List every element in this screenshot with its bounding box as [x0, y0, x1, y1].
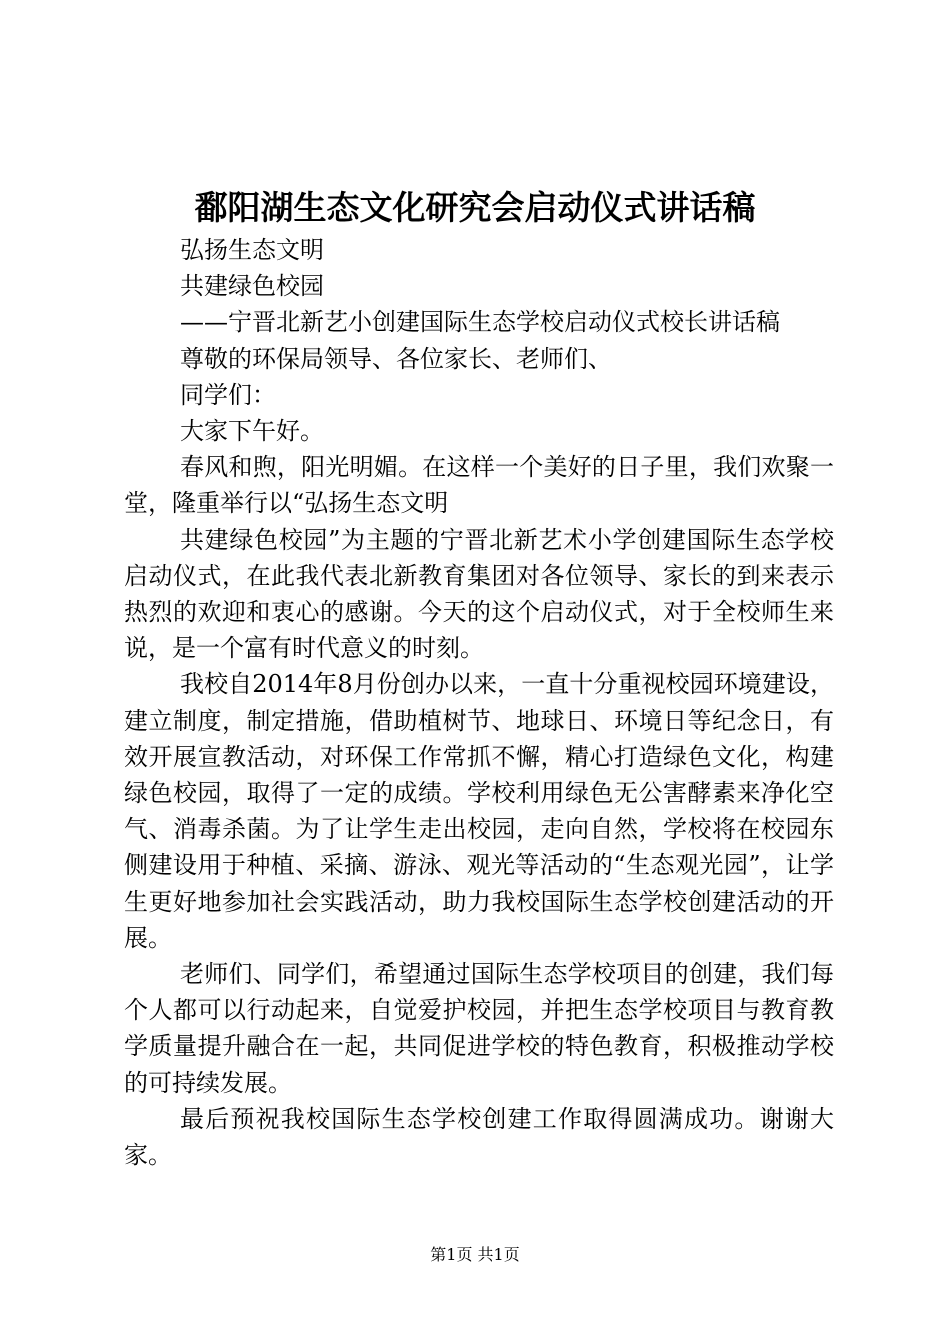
paragraph-welcome: 共建绿色校园”为主题的宁晋北新艺术小学创建国际生态学校启动仪式，在此我代表北新教育集团对各位领导、家长的到来表示热烈的欢迎和衷心的感谢。今天的这个启动仪式，对于全校师生来说，是一个富有时代意义的时刻。	[124, 525, 834, 663]
paragraph-school-history: 我校自2014年8月份创办以来，一直十分重视校园环境建设，建立制度，制定措施，借助植树节、地球日、环境日等纪念日，有效开展宣教活动，对环保工作常抓不懈，精心打造绿色文化，构建绿色校园，取得了一定的成绩。学校利用绿色无公害酵素来净化空气、消毒杀菌。为了让学生走出校园，走向自然，学校将在校园东侧建设用于种植、采摘、游泳、观光等活动的“生态观光园”，让学生更好地参加社会实践活动，助力我校国际生态学校创建活动的开展。	[124, 670, 834, 952]
paragraph-opening: 春风和煦，阳光明媚。在这样一个美好的日子里，我们欢聚一堂，隆重举行以“弘扬生态文明	[124, 453, 834, 518]
paragraph-call-to-action: 老师们、同学们，希望通过国际生态学校项目的创建，我们每个人都可以行动起来，自觉爱护校园，并把生态学校项目与教育教学质量提升融合在一起，共同促进学校的特色教育，积极推动学校的可持续发展。	[124, 960, 834, 1097]
paragraph-greeting-2: 同学们：	[180, 380, 276, 409]
paragraph-greeting-1: 尊敬的环保局领导、各位家长、老师们、	[180, 344, 612, 373]
document-body	[124, 232, 834, 1173]
paragraph-slogan-1: 弘扬生态文明	[180, 236, 324, 264]
paragraph-subtitle: ——宁晋北新艺小创建国际生态学校启动仪式校长讲话稿	[180, 308, 780, 337]
document-title: 鄱阳湖生态文化研究会启动仪式讲话稿	[194, 188, 756, 227]
paragraph-closing: 最后预祝我校国际生态学校创建工作取得圆满成功。谢谢大家。	[124, 1104, 834, 1170]
page-footer: 第1页 共1页	[430, 1245, 520, 1264]
paragraph-greeting-3: 大家下午好。	[180, 417, 324, 446]
paragraph-slogan-2: 共建绿色校园	[180, 272, 324, 301]
